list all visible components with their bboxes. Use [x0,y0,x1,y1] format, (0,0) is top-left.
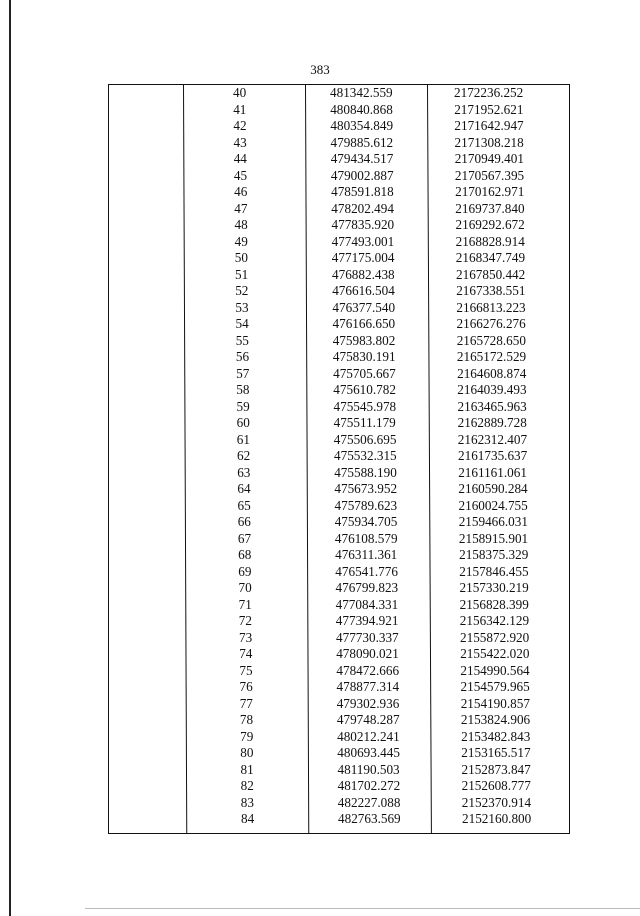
x-coordinate-cell: 475983.802 [332,332,396,348]
point-number-cell: 80 [240,745,254,760]
point-number-cell: 50 [234,250,248,265]
x-coordinate-cell: 480354.849 [330,118,394,133]
x-coordinate-cell: 475934.705 [334,514,398,529]
page-edge-line [9,0,11,916]
x-coordinate-cell: 476882.438 [332,266,395,282]
y-coordinate-cell: 2152608.777 [461,778,531,793]
point-number-cell: 52 [235,283,249,298]
x-coordinate-cell: 477730.337 [336,629,399,645]
point-number-cell: 67 [237,530,252,546]
y-coordinate-cell: 2167850.442 [456,266,526,282]
x-coordinate-cell: 475610.782 [333,382,396,397]
point-number-cell: 64 [237,481,251,496]
point-number-cell: 57 [236,365,250,381]
x-coordinate-cell: 475830.191 [332,349,396,364]
point-number-cell: 63 [237,464,251,480]
y-coordinate-cell: 2158375.329 [459,547,529,562]
x-coordinate-cell: 475673.952 [334,481,398,496]
y-coordinate-cell: 2165172.529 [456,349,527,364]
table-row [109,696,569,713]
y-coordinate-cell: 2154579.965 [460,679,530,694]
x-coordinate-cell: 476166.650 [332,316,396,331]
x-coordinate-cell: 477084.331 [335,596,399,612]
x-coordinate-cell: 482763.569 [338,811,401,826]
table-row [109,795,569,812]
x-coordinate-cell: 478591.818 [331,184,394,199]
y-coordinate-cell: 2161161.061 [458,464,527,480]
point-number-cell: 43 [233,134,247,150]
x-coordinate-cell: 476799.823 [335,580,399,595]
x-coordinate-cell: 475705.667 [333,365,396,381]
point-number-cell: 71 [238,596,252,612]
table-row [109,184,569,201]
x-coordinate-cell: 475532.315 [334,448,397,463]
table-body [109,85,569,828]
y-coordinate-cell: 2153824.906 [460,712,531,727]
point-number-cell: 61 [236,431,250,447]
table-row [109,102,569,119]
table-row [109,415,569,432]
table-row [109,597,569,614]
y-coordinate-cell: 2166276.276 [456,316,526,331]
y-coordinate-cell: 2162889.728 [457,415,527,430]
point-number-cell: 55 [235,332,249,348]
x-coordinate-cell: 479885.612 [330,134,394,150]
point-number-cell: 65 [237,497,251,513]
table-row [109,151,569,168]
point-number-cell: 58 [236,382,250,397]
y-coordinate-cell: 2157846.455 [459,563,529,579]
y-coordinate-cell: 2156342.129 [459,613,530,628]
table-row [109,531,569,548]
point-number-cell: 75 [239,662,253,678]
x-coordinate-cell: 477394.921 [335,613,399,628]
y-coordinate-cell: 2156828.399 [459,596,529,612]
y-coordinate-cell: 2170162.971 [455,184,525,199]
x-coordinate-cell: 476311.361 [335,547,398,562]
table-row [109,316,569,333]
x-coordinate-cell: 475588.190 [334,464,397,480]
point-number-cell: 82 [240,778,254,793]
point-number-cell: 72 [238,613,252,628]
y-coordinate-cell: 2164608.874 [457,365,527,381]
point-number-cell: 48 [234,217,248,232]
table-row [109,267,569,284]
point-number-cell: 76 [239,679,253,694]
point-number-cell: 68 [238,547,252,562]
x-coordinate-cell: 479302.936 [336,695,400,711]
point-number-cell: 70 [238,580,252,595]
table-row [109,745,569,762]
table-row [109,201,569,218]
table-row [109,382,569,399]
y-coordinate-cell: 2172236.252 [454,85,524,100]
table-row [109,300,569,317]
x-coordinate-cell: 480840.868 [330,101,393,117]
point-number-cell: 41 [233,101,247,117]
y-coordinate-cell: 2163465.963 [457,398,527,414]
table-row [109,333,569,350]
point-number-cell: 69 [238,563,252,579]
y-coordinate-cell: 2165728.650 [456,332,526,348]
y-coordinate-cell: 2160590.284 [458,481,528,496]
point-number-cell: 54 [235,316,249,331]
y-coordinate-cell: 2168347.749 [455,250,526,265]
point-number-cell: 74 [239,646,253,661]
table-row [109,118,569,135]
point-number-cell: 62 [237,448,251,463]
point-number-cell: 46 [234,184,248,199]
y-coordinate-cell: 2153482.843 [461,728,531,744]
y-coordinate-cell: 2167338.551 [456,283,526,298]
table-row [109,135,569,152]
table-row [109,613,569,630]
point-number-cell: 66 [237,514,251,529]
point-number-cell: 60 [236,415,250,430]
table-row [109,663,569,680]
point-number-cell: 81 [240,761,254,777]
table-row [109,580,569,597]
y-coordinate-cell: 2162312.407 [457,431,528,447]
x-coordinate-cell: 480212.241 [337,728,400,744]
table-row [109,432,569,449]
table-row [109,283,569,300]
y-coordinate-cell: 2171642.947 [454,118,524,133]
y-coordinate-cell: 2157330.219 [459,580,529,595]
bottom-edge-line [85,908,640,909]
coordinate-table [108,84,570,834]
y-coordinate-cell: 2159466.031 [458,514,528,529]
table-row [109,778,569,795]
y-coordinate-cell: 2154990.564 [460,662,530,678]
point-number-cell: 78 [239,712,254,727]
table-row [109,630,569,647]
table-row [109,514,569,531]
x-coordinate-cell: 477493.001 [331,233,395,249]
table-row [109,547,569,564]
point-number-cell: 45 [233,167,248,183]
x-coordinate-cell: 479748.287 [336,712,400,727]
y-coordinate-cell: 2152873.847 [461,761,531,777]
table-row [109,762,569,779]
table-row [109,448,569,465]
y-coordinate-cell: 2152160.800 [462,811,532,826]
x-coordinate-cell: 478472.666 [336,662,400,678]
y-coordinate-cell: 2171308.218 [454,134,524,150]
x-coordinate-cell: 479434.517 [330,151,394,166]
point-number-cell: 51 [235,266,249,282]
point-number-cell: 47 [234,200,248,216]
x-coordinate-cell: 475511.179 [333,415,396,430]
x-coordinate-cell: 481702.272 [337,778,401,793]
table-row [109,564,569,581]
y-coordinate-cell: 2158915.901 [458,530,529,546]
point-number-cell: 84 [241,811,255,826]
x-coordinate-cell: 478090.021 [336,646,399,661]
y-coordinate-cell: 2164039.493 [457,382,527,397]
x-coordinate-cell: 475545.978 [333,398,397,414]
x-coordinate-cell: 481190.503 [337,761,400,777]
x-coordinate-cell: 476108.579 [334,530,398,546]
y-coordinate-cell: 2160024.755 [458,497,528,513]
x-coordinate-cell: 481342.559 [330,85,393,100]
y-coordinate-cell: 2155872.920 [460,629,530,645]
x-coordinate-cell: 476541.776 [335,563,398,579]
y-coordinate-cell: 2169292.672 [455,217,525,232]
point-number-cell: 44 [233,151,247,166]
page-number: 383 [310,62,330,77]
y-coordinate-cell: 2168828.914 [455,233,525,249]
table-row [109,366,569,383]
x-coordinate-cell: 477835.920 [331,217,395,232]
table-row [109,498,569,515]
table-row [109,481,569,498]
table-row [109,217,569,234]
y-coordinate-cell: 2166813.223 [456,299,526,315]
table-row [109,234,569,251]
table-row [109,250,569,267]
y-coordinate-cell: 2170567.395 [454,167,525,183]
y-coordinate-cell: 2171952.621 [454,101,524,117]
point-number-cell: 53 [235,299,249,315]
point-number-cell: 49 [234,233,248,249]
table-row [109,811,569,828]
table-row [109,729,569,746]
point-number-cell: 59 [236,398,250,414]
table-row [109,399,569,416]
point-number-cell: 42 [233,118,247,133]
table-row [109,712,569,729]
x-coordinate-cell: 482227.088 [337,794,401,810]
x-coordinate-cell: 475506.695 [333,431,397,447]
x-coordinate-cell: 476616.504 [332,283,395,298]
table-row [109,349,569,366]
x-coordinate-cell: 480693.445 [337,745,400,760]
y-coordinate-cell: 2155422.020 [460,646,530,661]
x-coordinate-cell: 478877.314 [336,679,400,694]
point-number-cell: 79 [240,728,254,744]
y-coordinate-cell: 2152370.914 [461,794,532,810]
point-number-cell: 83 [240,794,254,810]
y-coordinate-cell: 2161735.637 [458,448,528,463]
x-coordinate-cell: 478202.494 [331,200,394,216]
y-coordinate-cell: 2154190.857 [460,695,530,711]
table-row [109,465,569,482]
table-row [109,168,569,185]
x-coordinate-cell: 476377.540 [332,299,396,315]
y-coordinate-cell: 2169737.840 [455,200,525,216]
point-number-cell: 56 [235,349,250,364]
point-number-cell: 77 [239,695,253,711]
x-coordinate-cell: 477175.004 [331,250,395,265]
table-row [109,646,569,663]
x-coordinate-cell: 479002.887 [330,167,394,183]
y-coordinate-cell: 2153165.517 [461,745,531,760]
table-row [109,85,569,102]
point-number-cell: 40 [233,85,247,100]
point-number-cell: 73 [239,629,253,645]
table-row [109,679,569,696]
y-coordinate-cell: 2170949.401 [454,151,524,166]
x-coordinate-cell: 475789.623 [334,497,398,513]
